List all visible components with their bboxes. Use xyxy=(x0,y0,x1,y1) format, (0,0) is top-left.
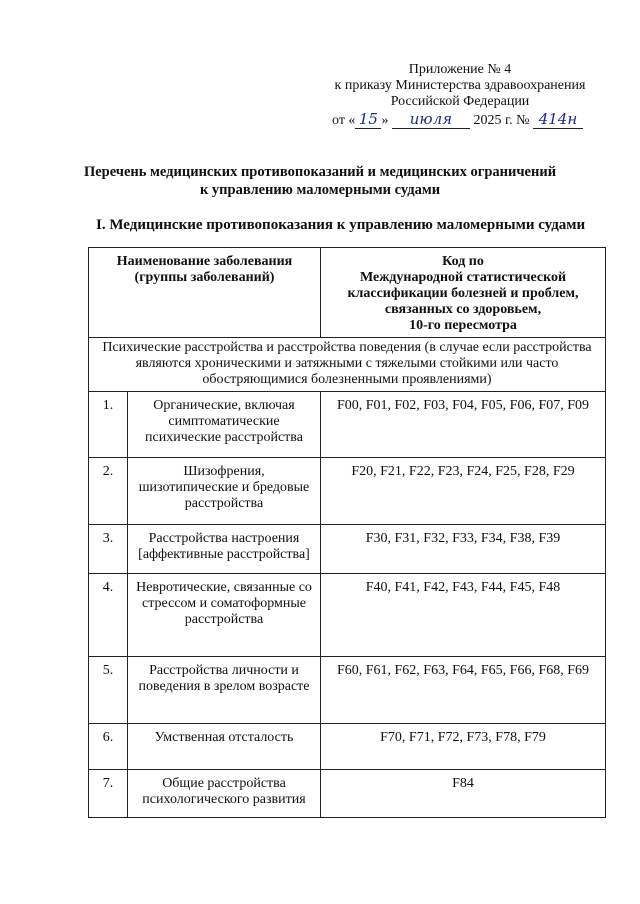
row-number: 5. xyxy=(89,657,128,724)
row-icd-codes: F60, F61, F62, F63, F64, F65, F66, F68, F69 xyxy=(321,657,606,724)
table-header-row xyxy=(89,248,606,338)
row-number: 7. xyxy=(89,770,128,818)
row-disease-name: Органические, включая симптоматические психические расстройства xyxy=(128,392,321,458)
date-day: 15 xyxy=(358,110,378,128)
table-row xyxy=(89,770,606,818)
table-row xyxy=(89,458,606,525)
annex-block xyxy=(300,62,620,110)
header-name-line-1: Наименование заболевания xyxy=(116,254,293,269)
row-icd-codes: F70, F71, F72, F73, F78, F79 xyxy=(321,724,606,770)
row-disease-name: Невротические, связанные со стрессом и соматоформные расстройства xyxy=(128,574,321,657)
order-number-blank xyxy=(533,112,583,129)
order-date-line xyxy=(332,112,583,129)
row-icd-codes: F40, F41, F42, F43, F44, F45, F48 xyxy=(321,574,606,657)
table-row xyxy=(89,574,606,657)
table-row xyxy=(89,392,606,458)
row-number: 1. xyxy=(89,392,128,458)
contraindications-table xyxy=(88,247,606,818)
section-heading: I. Медицинские противопоказания к управлению маломерными судами xyxy=(96,217,586,233)
annex-number: Приложение № 4 xyxy=(408,62,512,77)
date-mid: » xyxy=(381,113,389,128)
header-icd-code xyxy=(321,248,606,338)
row-number: 4. xyxy=(89,574,128,657)
row-icd-codes: F00, F01, F02, F03, F04, F05, F06, F07, F09 xyxy=(321,392,606,458)
title-line-1: Перечень медицинских противопоказаний и медицинских ограничений xyxy=(83,164,557,180)
order-number: 414н xyxy=(538,110,578,128)
row-icd-codes: F20, F21, F22, F23, F24, F25, F28, F29 xyxy=(321,458,606,525)
title-line-2: к управлению маломерными судами xyxy=(199,182,441,198)
row-icd-codes: F30, F31, F32, F33, F34, F38, F39 xyxy=(321,525,606,574)
document-title xyxy=(60,163,580,199)
date-day-blank xyxy=(355,112,381,129)
row-number: 2. xyxy=(89,458,128,525)
table-row xyxy=(89,525,606,574)
row-number: 3. xyxy=(89,525,128,574)
date-month-blank xyxy=(392,112,470,129)
header-name-line-2: (группы заболеваний) xyxy=(134,270,275,285)
date-month: июля xyxy=(409,110,453,128)
header-code-line-2: Международной статистической xyxy=(359,270,567,285)
row-disease-name: Расстройства личности и поведения в зрелом возрасте xyxy=(128,657,321,724)
group-row-text: Психические расстройства и расстройства поведения (в случае если расстройства являются хроническими и затяжными с тяжелыми стойкими или часто обостряющимися болезненными проявлениями) xyxy=(89,338,606,392)
row-disease-name: Умственная отсталость xyxy=(128,724,321,770)
date-prefix: от « xyxy=(332,113,356,128)
row-disease-name: Расстройства настроения [аффективные расстройства] xyxy=(128,525,321,574)
annex-federation: Российской Федерации xyxy=(390,94,530,109)
group-row xyxy=(89,338,606,392)
row-disease-name: Общие расстройства психологического развития xyxy=(128,770,321,818)
header-code-line-4: связанных со здоровьем, xyxy=(384,302,542,317)
table-row xyxy=(89,657,606,724)
row-number: 6. xyxy=(89,724,128,770)
table-row xyxy=(89,724,606,770)
header-code-line-3: классификации болезней и проблем, xyxy=(347,286,579,301)
row-disease-name: Шизофрения, шизотипические и бредовые расстройства xyxy=(128,458,321,525)
header-code-line-1: Код по xyxy=(442,254,484,269)
annex-order-ref: к приказу Министерства здравоохранения xyxy=(334,78,586,93)
header-disease-name xyxy=(89,248,321,338)
header-code-line-5: 10-го пересмотра xyxy=(409,318,517,333)
date-year: 2025 г. № xyxy=(473,113,530,128)
row-icd-codes: F84 xyxy=(321,770,606,818)
